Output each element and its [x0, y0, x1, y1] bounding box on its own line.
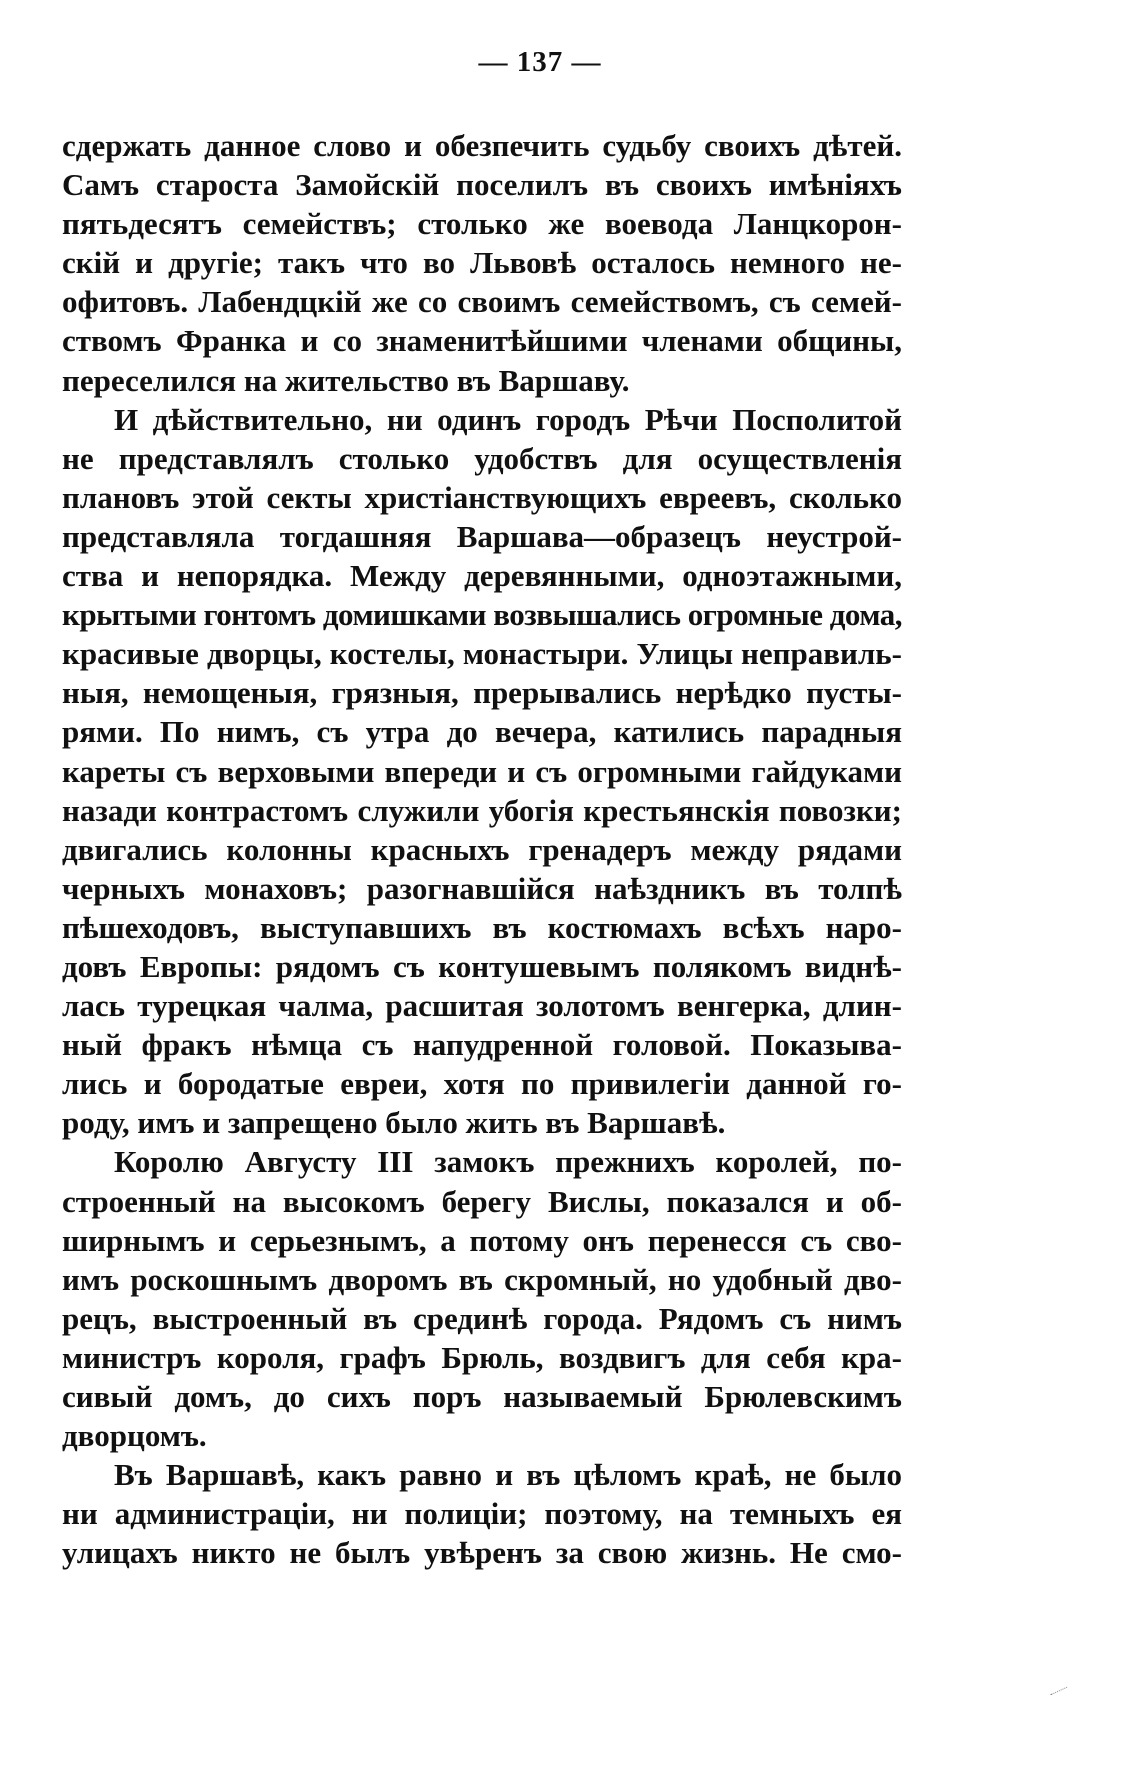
body-text	[62, 126, 902, 1572]
text-line: лась турецкая чалма, расшитая золотомъ венгерка, длин-	[62, 988, 902, 1024]
text-line: офитовъ. Лабендцкій же со своимъ семействомъ, съ семей-	[62, 284, 902, 320]
text-line: министръ короля, графъ Брюль, воздвигъ для себя кра-	[62, 1339, 902, 1375]
text-line: рями. По нимъ, съ утра до вечера, катились парадныя	[62, 714, 902, 750]
text-line: имъ роскошнымъ дворомъ въ скромный, но удобный дво-	[62, 1261, 902, 1297]
text-line: лись и бородатые евреи, хотя по привилегіи данной го-	[62, 1066, 902, 1102]
text-line: ни администраціи, ни полиціи; поэтому, на темныхъ ея	[62, 1496, 902, 1532]
paper-speck	[1051, 1687, 1072, 1705]
text-line: крытыми гонтомъ домишками возвышались огромные дома,	[62, 597, 902, 633]
text-line: сивый домъ, до сихъ поръ называемый Брюлевскимъ	[62, 1379, 902, 1414]
text-line: ный фракъ нѣмца съ напудренной головой. Показыва-	[62, 1027, 902, 1063]
text-line: ныя, немощеныя, грязныя, прерывались нерѣдко пусты-	[62, 675, 902, 711]
text-line: двигались колонны красныхъ гренадеръ между рядами	[62, 831, 902, 867]
text-line: красивые дворцы, костелы, монастыри. Улицы неправиль-	[62, 636, 902, 672]
text-line: улицахъ никто не былъ увѣренъ за свою жизнь. Не смо-	[62, 1535, 902, 1571]
text-line: не представлялъ столько удобствъ для осуществленія	[62, 440, 902, 476]
text-line: скій и другіе; такъ что во Львовѣ осталось немного не-	[62, 245, 902, 281]
text-line: довъ Европы: рядомъ съ контушевымъ полякомъ виднѣ-	[62, 948, 902, 984]
page-number: — 137 —	[478, 46, 602, 78]
text-line: строенный на высокомъ берегу Вислы, показался и об-	[62, 1183, 902, 1219]
text-line: назади контрастомъ служили убогія крестьянскія повозки;	[62, 792, 902, 828]
text-line: ства и непорядка. Между деревянными, одноэтажными,	[62, 558, 902, 594]
text-line: переселился на жительство въ Варшаву.	[62, 362, 630, 398]
text-line: представляла тогдашняя Варшава—образецъ неустрой-	[62, 518, 902, 554]
text-line: Въ Варшавѣ, какъ равно и въ цѣломъ краѣ, не было	[114, 1457, 902, 1493]
text-line: ствомъ Франка и со знаменитѣйшими членами общины,	[62, 323, 902, 359]
text-line: Королю Августу III замокъ прежнихъ королей, по-	[114, 1144, 902, 1180]
text-line: плановъ этой секты христіанствующихъ евреевъ, сколько	[62, 479, 902, 515]
text-line: пятьдесятъ семействъ; столько же воевода Ланцкорон-	[62, 206, 902, 242]
text-line: сдержать данное слово и обезпечить судьбу своихъ дѣтей.	[62, 128, 902, 163]
text-line: черныхъ монаховъ; разогнавшійся наѣздникъ въ толпѣ	[62, 870, 902, 906]
text-line: кареты съ верховыми впереди и съ огромными гайдуками	[62, 753, 902, 789]
text-line: пѣшеходовъ, выступавшихъ въ костюмахъ всѣхъ наро-	[62, 909, 902, 945]
text-line: И дѣйствительно, ни одинъ городъ Рѣчи Посполитой	[114, 401, 902, 437]
text-line: ширнымъ и серьезнымъ, а потому онъ перенесся съ сво-	[62, 1222, 902, 1258]
text-line: Самъ староста Замойскій поселилъ въ своихъ имѣніяхъ	[62, 167, 902, 203]
text-line: дворцомъ.	[62, 1418, 207, 1454]
text-line: рецъ, выстроенный въ срединѣ города. Рядомъ съ нимъ	[62, 1300, 902, 1336]
text-line: роду, имъ и запрещено было жить въ Варшавѣ.	[62, 1105, 726, 1141]
